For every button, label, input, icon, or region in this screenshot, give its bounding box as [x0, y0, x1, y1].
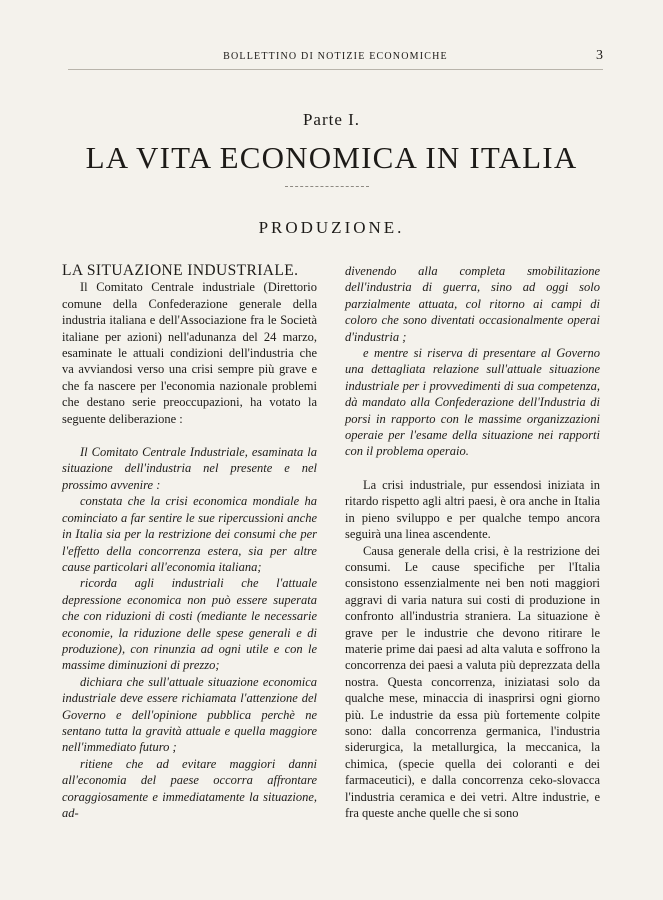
resolution-paragraph: ritiene che ad evitare maggiori danni all'economia del paese occorra affrontare coraggiosamente e immediatamente la situazione, ad-: [62, 756, 317, 820]
left-column: [62, 263, 317, 821]
body-paragraph: Causa generale della crisi, è la restrizione dei consumi. Le cause specifiche per l'Italia consistono essenzialmente nei ben noti maggiori aggravi di varia natura sui costi di produzione in confronto all'industria straniera. La situazione è grave per le industrie che devono ritirare le materie prime dai paesi ad alta valuta e soffrono la concorrenza dei paesi a valuta più deprezzata della nostra. Questa concorrenza, iniziatasi solo da qualche mese, minaccia di inasprirsi ogni giorno più. Le industrie da essa più fortemente colpite sono: dalla concorrenza germanica, l'industria siderurgica, la metallurgica, la meccanica, la chimica, (specie quella dei coloranti e dei farmaceutici), e dalla concorrenza ceko-slovacca l'industria ceramica e dei vetri. Altre industrie, e fra queste anche quelle che si sono: [345, 543, 600, 820]
resolution-paragraph: ricorda agli industriali che l'attuale depressione economica non può essere superata che con riduzioni di costi (mediante le necessarie economie, la riduzione delle spese generali e di produzione), con rinunzia ad ogni utile e con le massime diminuzioni di prezzo;: [62, 576, 317, 673]
resolution-paragraph: e mentre si riserva di presentare al Governo una dettagliata relazione sull'attuale situazione industriale per i provvedimenti di sua competenza, dà mandato alla Confederazione dell'Industria di porsi in rapporto con le massime organizzazioni operaie per l'esame della situazione nei rapporti con il problema operaio.: [345, 346, 600, 459]
resolution-paragraph: constata che la crisi economica mondiale ha cominciato a far sentire le sue ripercussioni anche in Italia sia per la restrizione dei consumi che per l'effetto della concorrenza estera, sia per altre cause particolari all'economia italiana;: [62, 494, 317, 574]
page-number: 3: [596, 48, 603, 63]
section-title: PRODUZIONE.: [258, 218, 405, 237]
title-ornament: [285, 186, 369, 187]
journal-title: BOLLETTINO DI NOTIZIE ECONOMICHE: [223, 51, 448, 62]
resolution-paragraph: dichiara che sull'attuale situazione economica industriale deve essere richiamata l'attenzione del Governo e dell'opinione pubblica perchè ne sentano tutta la gravità attuale e quella maggiore nell'immediato futuro ;: [62, 674, 317, 755]
main-title: LA VITA ECONOMICA IN ITALIA: [85, 140, 578, 175]
header-rule: [68, 69, 603, 70]
subheading: LA SITUAZIONE INDUSTRIALE.: [62, 262, 299, 279]
resolution-paragraph: Il Comitato Centrale Industriale, esaminata la situazione dell'industria nel presente e nel prossimo avvenire :: [62, 445, 317, 492]
intro-paragraph: Il Comitato Centrale industriale (Direttorio comune della Confederazione generale della industria italiana e dell'Associazione fra le Società italiane per azioni) nell'adunanza del 24 marzo, esaminate le attuali condizioni dell'industria che va avviandosi verso una crisi sempre più grave e che fa nascere per l'economia nazionale problemi che destano serie preoccupazioni, ha votato la seguente deliberazione :: [62, 280, 317, 426]
part-label: Parte I.: [302, 110, 361, 129]
right-column: [345, 263, 600, 821]
body-paragraph: La crisi industriale, pur essendosi iniziata in ritardo rispetto agli altri paesi, è ora anche in Italia in pieno sviluppo e per qualche tempo ancora seguirà una linea ascendente.: [345, 477, 600, 542]
running-head: [68, 48, 603, 68]
resolution-paragraph: divenendo alla completa smobilitazione dell'industria di guerra, sino ad oggi solo parzialmente attuata, col ritorno ai campi di coloro che sono diventati occasionalmente operai d'industria ;: [345, 264, 600, 344]
